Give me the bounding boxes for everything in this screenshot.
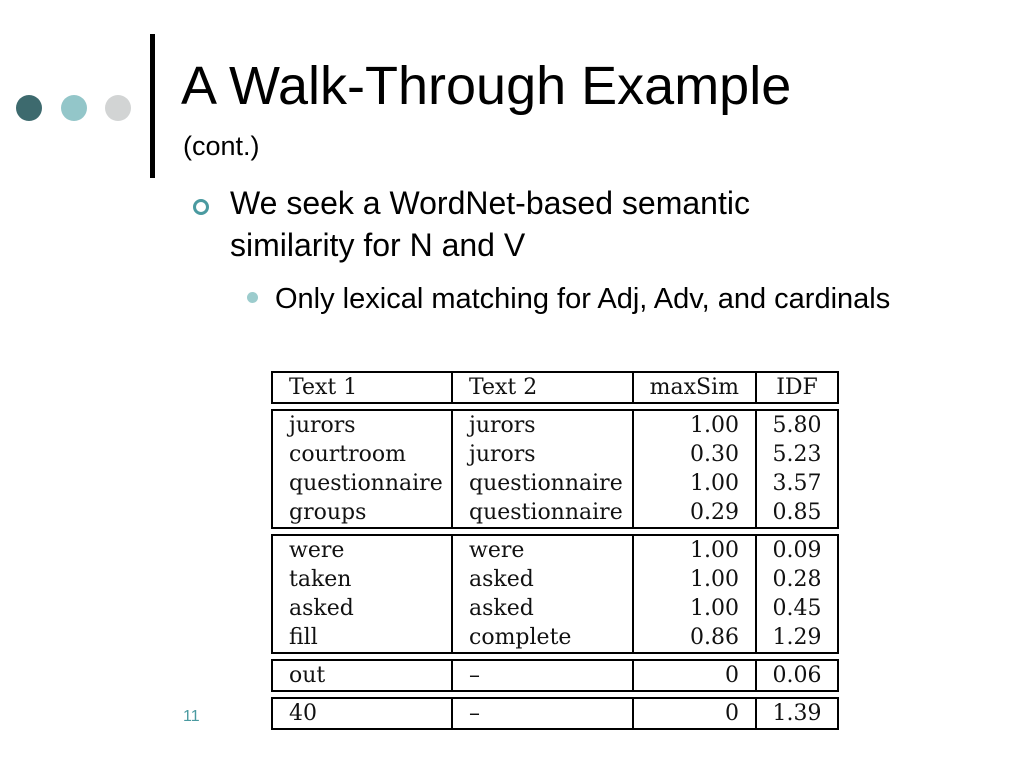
cell-text1: courtroom (273, 440, 453, 469)
table-row (273, 469, 837, 498)
table-row (273, 411, 837, 440)
cell-maxsim: 1.00 (634, 411, 757, 440)
cell-text2: – (453, 661, 634, 690)
cell-text2: – (453, 699, 634, 728)
page-number: 11 (183, 708, 200, 725)
cell-idf: 0.45 (772, 596, 822, 621)
cell-text1: jurors (273, 411, 453, 440)
cell-text2: jurors (453, 411, 634, 440)
table-row (273, 699, 837, 728)
header-text1: Text 1 (273, 373, 453, 402)
header-idf: IDF (776, 375, 818, 400)
bullet-level2: Only lexical matching for Adj, Adv, and cardinals (275, 283, 891, 315)
header-maxsim: maxSim (634, 373, 757, 402)
table-row (273, 536, 837, 565)
table-row (273, 498, 837, 527)
cell-text2: complete (453, 623, 634, 652)
ring-bullet-icon (193, 199, 209, 215)
cell-text1: groups (273, 498, 453, 527)
cell-idf: 0.85 (772, 500, 822, 525)
header-text2: Text 2 (453, 373, 634, 402)
table-row (273, 440, 837, 469)
cell-text1: asked (273, 594, 453, 623)
cell-maxsim: 1.00 (634, 469, 757, 498)
cell-maxsim: 0 (634, 661, 757, 690)
slide-subtitle: (cont.) (183, 131, 260, 161)
slide-title: A Walk-Through Example (181, 56, 792, 116)
cell-text2: questionnaire (453, 498, 634, 527)
cell-idf: 0.09 (772, 538, 822, 563)
cell-text1: fill (273, 623, 453, 652)
table-header (271, 371, 839, 404)
cell-idf: 1.29 (772, 625, 822, 650)
table-row (273, 594, 837, 623)
cell-idf: 0.06 (772, 663, 822, 688)
dot-bullet-icon (247, 292, 258, 303)
cell-maxsim: 1.00 (634, 536, 757, 565)
cell-idf: 5.23 (772, 442, 822, 467)
table-group (271, 697, 839, 730)
decor-dot-teal (61, 95, 87, 121)
decor-dot-dark (16, 95, 42, 121)
cell-idf: 0.28 (772, 567, 822, 592)
cell-maxsim: 1.00 (634, 594, 757, 623)
cell-text1: out (273, 661, 453, 690)
title-divider (150, 34, 155, 178)
table-row (273, 661, 837, 690)
cell-idf: 5.80 (772, 413, 822, 438)
table-group (271, 409, 839, 529)
table-group (271, 534, 839, 654)
cell-text2: asked (453, 594, 634, 623)
similarity-table (271, 371, 839, 735)
cell-text1: were (273, 536, 453, 565)
table-row (273, 565, 837, 594)
cell-maxsim: 1.00 (634, 565, 757, 594)
cell-maxsim: 0.86 (634, 623, 757, 652)
cell-idf: 3.57 (772, 471, 822, 496)
table-group (271, 659, 839, 692)
table-header-row (273, 373, 837, 402)
cell-text2: asked (453, 565, 634, 594)
cell-maxsim: 0.29 (634, 498, 757, 527)
cell-text2: were (453, 536, 634, 565)
decor-dot-gray (105, 95, 131, 121)
cell-maxsim: 0 (634, 699, 757, 728)
cell-idf: 1.39 (772, 701, 822, 726)
cell-text1: 40 (273, 699, 453, 728)
bullet-level1: We seek a WordNet-based semantic similarity for N and V (230, 185, 750, 263)
cell-text2: jurors (453, 440, 634, 469)
cell-text2: questionnaire (453, 469, 634, 498)
cell-text1: questionnaire (273, 469, 453, 498)
cell-text1: taken (273, 565, 453, 594)
table-row (273, 623, 837, 652)
cell-maxsim: 0.30 (634, 440, 757, 469)
